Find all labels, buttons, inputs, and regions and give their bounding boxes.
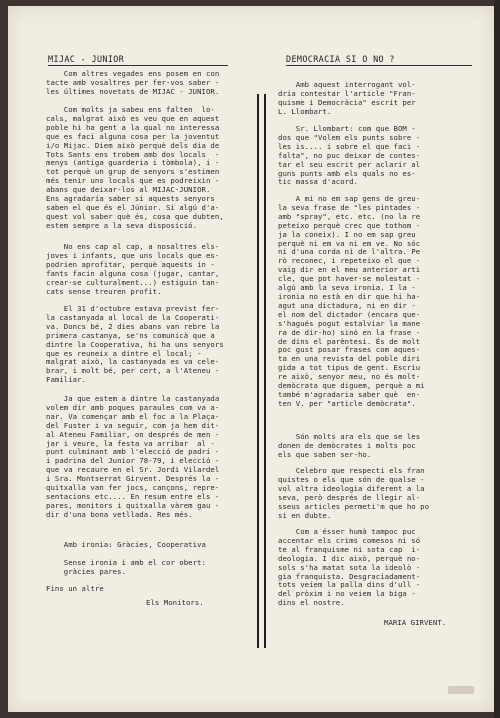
left-heading-text: MIJAC - JUNIOR xyxy=(48,54,125,64)
left-signature: Els Monitors. xyxy=(146,598,204,607)
right-column-heading xyxy=(286,54,472,66)
scan-edge xyxy=(494,0,500,718)
right-paragraph-2: Sr. Llombart: com que BOM - dos que "Volem els punts sobre - les is.... i sobre el que faci - falta", no puc deixar de contes- tar el seu escrit per aclarir al guns punts amb els quals no es- tic massa d'acord. xyxy=(278,124,421,187)
right-paragraph-5: Celebro que respecti els fran quistes o els que són de qualse - vol altra ideologia diferent a la seva, però després de llegir al- sseus articles permeti'm que ho po si en dubte. xyxy=(278,466,430,520)
left-paragraph-7: Sense ironia i amb el cor obert: gràcies pares. xyxy=(63,558,206,576)
scan-mark xyxy=(448,686,474,694)
column-divider-left xyxy=(257,94,259,648)
right-heading-text: DEMOCRACIA SI O NO ? xyxy=(286,54,395,64)
left-paragraph-4: El 31 d'octubre estava previst fer- la castanyada al local de la Cooperati- va. Doncs bé, 2 dies abans van rebre la primera castanya, se'ns comunicà que a dintre la Cooperativa, hi ha uns senyors que es reuneix a dintre el local; - malgrat això, la castanyada es va cele- brar, i molt bé, per cert, a l'Ateneu - Familiar. xyxy=(46,304,224,385)
left-paragraph-2: Com molts ja sabeu ens falten lo- cals, malgrat això es veu que en aquest poble hi ha gent a la qual no interessa que es faci alguna cosa per la joventut i/o Mijac. Diem això perquè dels dia de Tots Sants ens trobem amb dos locals - menys (antiga guarderia i tòmbola), i - tot perquè un grup de senyors s'estimen més tenir uns locals que es podreixin - abans que deixar-los al MIJAC-JUNIOR. Ens agradaria saber si aquests senyors saben el que és el Júnior. Si algú d'a- quest vol saber què és, cosa que dubten, estem sempre a la seva disposició. xyxy=(46,105,224,230)
left-paragraph-6: Amb ironia: Gràcies, Cooperativa xyxy=(46,540,206,549)
right-paragraph-4: Són molts ara els que se les donen de demòcrates i molts poc els que saben ser-ho. xyxy=(278,432,421,459)
left-column-heading xyxy=(48,54,228,66)
right-paragraph-1: Amb aquest interrogant vol- dria contestar l'article "Fran- quisme i Democràcia" escrit per L. Llombart. xyxy=(278,80,416,116)
column-divider-right xyxy=(264,94,266,648)
left-closing: Fins un altre xyxy=(46,584,104,593)
left-paragraph-1: Com altres vegades ens posem en con tacte amb vosaltres per fer-vos saber - les últimes novetats de MIJAC - JUNIOR. xyxy=(46,69,220,96)
left-paragraph-3: No ens cap al cap, a nosaltres els- joves i infants, que uns locals que es- podrien aprofitar, perquè aquests in - fants facin alguna cosa (jugar, cantar, crear-se culturalment...) estiguin tan- cats sense treuren profit. xyxy=(46,242,220,296)
right-paragraph-6: Com a ésser humà tampoc puc accentar els crims comesos ni só te al franquisme ni sota cap i- deologia. I dic això, perquè no- sols s'ha matat sota la ideolò - gia franquista. Desgraciadament- tots veiem la palla dins d'ull - del pròxim i no veiem la biga - dins el nostre. xyxy=(278,527,421,608)
right-signature: MARIA GIRVENT. xyxy=(384,618,447,627)
right-paragraph-3: A mi no em sap gens de greu- la seva frase de "les pintades - amb "spray", etc. etc. (no la re peteixo perquè crec que tothom - ja la coneix). I no em sap greu perquè ni em va ni em ve. No sóc ni d'una corda ni de l'altra. Pe rò reconec, i repeteixo el que - vaig dir en el meu anterior arti cle, que pot haver-se molestat - algú amb la seva ironia. I la - ironia no està en dir que hi ha- agut una dictadura, ni en dir - el nom del dictador (encara que- s'hagués pogut estalviar la mane ra de dir-ho) sinó en la frase - de dins el parèntesi. És de molt poc gust posar frases com aques- ta en una revista del poble diri gida a tot tipus de gent. Escriu re això, senyor meu, no és molt- demòcrata que diguem, perquè a mi també m'agradaria saber què en- ten V. per "article demòcrata". xyxy=(278,194,425,408)
left-paragraph-5: Ja que estem a dintre la castanyada volem dir amb poques paraules com va a- nar. Va començar amb el foc a la Plaça- del Fuster i va seguir, com ja hem dit- al Ateneu Familiar, on després de men - jar i veure, la festa va arribar al - punt culminant amb l'elecció de padrí - i padrina del Junior 78-79, i elecció - que va recaure en el Sr. Jordi Vilardel i Sra. Montserrat Girvent. Després la - quitxalla van fer jocs, cançons, repre- sentacions etc.... En resum entre els - pares, monitors i quitxalla vàrem gau - dir d'una bona vetllada. Res més. xyxy=(46,394,220,519)
